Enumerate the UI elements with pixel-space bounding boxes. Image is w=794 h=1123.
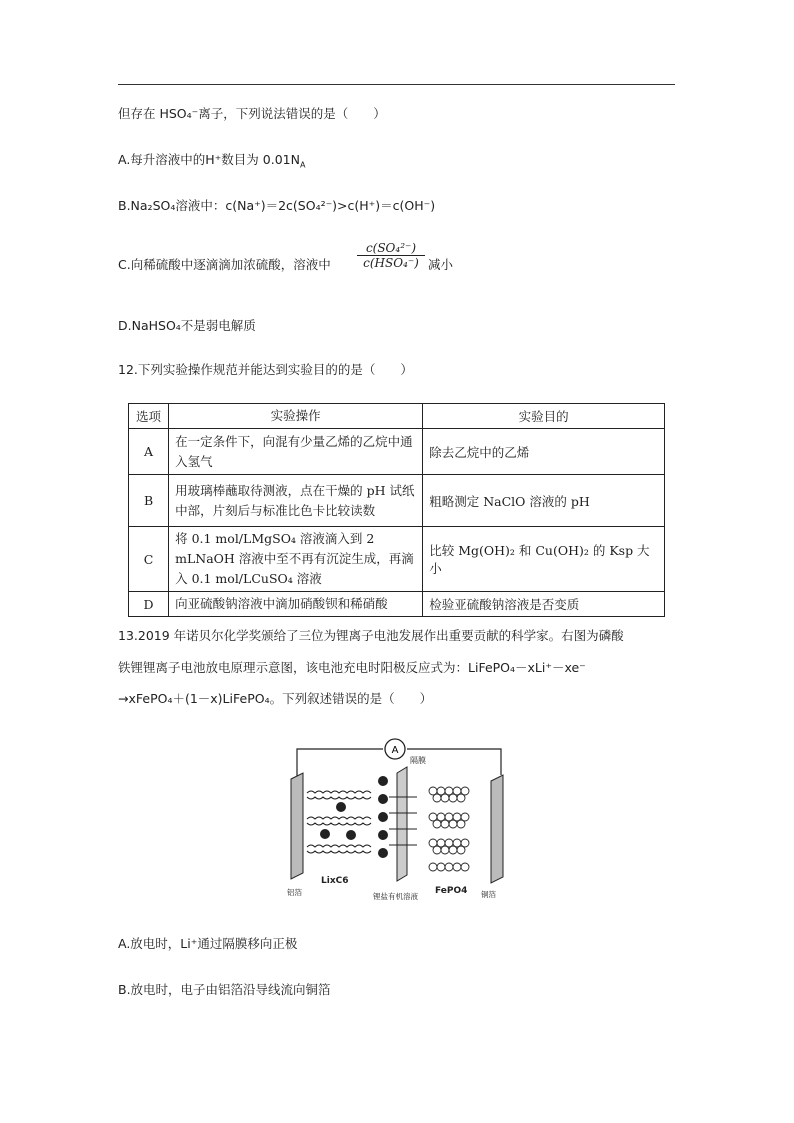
- table-row: [129, 475, 665, 527]
- row-option: D: [129, 592, 169, 617]
- row-option: B: [129, 475, 169, 527]
- graphite-layers: [307, 791, 371, 853]
- copper-foil: [491, 775, 503, 883]
- q13-stem-line1: 13.2019 年诺贝尔化学奖颁给了三位为锂离子电池发展作出重要贡献的科学家。右图为磷酸: [118, 628, 624, 643]
- q12-stem: 12.下列实验操作规范并能达到实验目的的是（ ）: [118, 362, 413, 377]
- header-option: 选项: [129, 404, 169, 429]
- q11-option-a: A.每升溶液中的H⁺数目为 $0.01N_A$: [118, 152, 306, 170]
- q11-option-b: B.Na₂SO₄溶液中：c(Na⁺)＝2c(SO₄²⁻)>c(H⁺)＝c(OH⁻): [118, 198, 436, 213]
- q13-option-a: A.放电时，Li⁺通过隔膜移向正极: [118, 936, 298, 951]
- header-goal: 实验目的: [423, 404, 665, 429]
- fraction-denominator: c(HSO₄⁻): [363, 256, 419, 270]
- row-option: C: [129, 527, 169, 592]
- separator-membrane: [397, 767, 407, 881]
- aluminum-foil: [291, 773, 303, 879]
- row-operation: 向亚硫酸钠溶液中滴加硝酸钡和稀硝酸: [169, 592, 423, 617]
- header-operation: 实验操作: [169, 404, 423, 429]
- battery-diagram: [285, 737, 525, 905]
- q11-option-c-text: C.向稀硫酸中逐滴滴加浓硫酸，溶液中: [118, 257, 331, 272]
- fraction-numerator: c(SO₄²⁻): [365, 241, 417, 255]
- ammeter-label: A: [391, 745, 399, 756]
- separator-label: 隔膜: [410, 756, 426, 765]
- row-goal: 检验亚硫酸钠溶液是否变质: [423, 592, 665, 617]
- table-row: [129, 429, 665, 475]
- q13-stem-line3: →xFePO₄＋(1－x)LiFePO₄。下列叙述错误的是（ ）: [118, 691, 433, 706]
- q12-table: [128, 403, 665, 617]
- q11-option-c-tail: 减小: [428, 257, 454, 272]
- table-header-row: [129, 404, 665, 429]
- cathode-material-label: FePO4: [435, 886, 468, 896]
- row-option: A: [129, 429, 169, 475]
- row-operation: 在一定条件下，向混有少量乙烯的乙烷中通入氢气: [169, 429, 423, 475]
- fepo4-particles: [429, 787, 469, 871]
- row-goal: 粗略测定 NaClO 溶液的 pH: [423, 475, 665, 527]
- row-goal: 除去乙烷中的乙烯: [423, 429, 665, 475]
- q13-option-b: B.放电时，电子由铝箔沿导线流向铜箔: [118, 982, 331, 997]
- q13-stem-line2: 铁锂锂离子电池放电原理示意图，该电池充电时阳极反应式为：LiFePO₄－xLi⁺－xe⁻: [118, 660, 586, 675]
- q11-option-c-fraction: [357, 241, 425, 270]
- q11-stem-tail: 但存在 HSO₄⁻离子，下列说法错误的是（ ）: [118, 106, 386, 121]
- header-rule: [118, 84, 675, 85]
- electrolyte-label: 锂盐有机溶液: [373, 892, 418, 901]
- wire-left: [297, 749, 383, 777]
- row-goal: 比较 Mg(OH)₂ 和 Cu(OH)₂ 的 Ksp 大小: [423, 527, 665, 592]
- anode-material-label: LixC6: [321, 876, 349, 886]
- table-row: [129, 592, 665, 617]
- row-operation: 用玻璃棒蘸取待测液，点在干燥的 pH 试纸中部，片刻后与标准比色卡比较读数: [169, 475, 423, 527]
- table-row: [129, 527, 665, 592]
- q11-option-d: D.NaHSO₄不是弱电解质: [118, 318, 256, 333]
- row-operation: 将 0.1 mol/LMgSO₄ 溶液滴入到 2 mLNaOH 溶液中至不再有沉淀生成，再滴入 0.1 mol/LCuSO₄ 溶液: [169, 527, 423, 592]
- right-foil-label: 铜箔: [481, 890, 496, 899]
- left-foil-label: 铝箔: [287, 888, 302, 897]
